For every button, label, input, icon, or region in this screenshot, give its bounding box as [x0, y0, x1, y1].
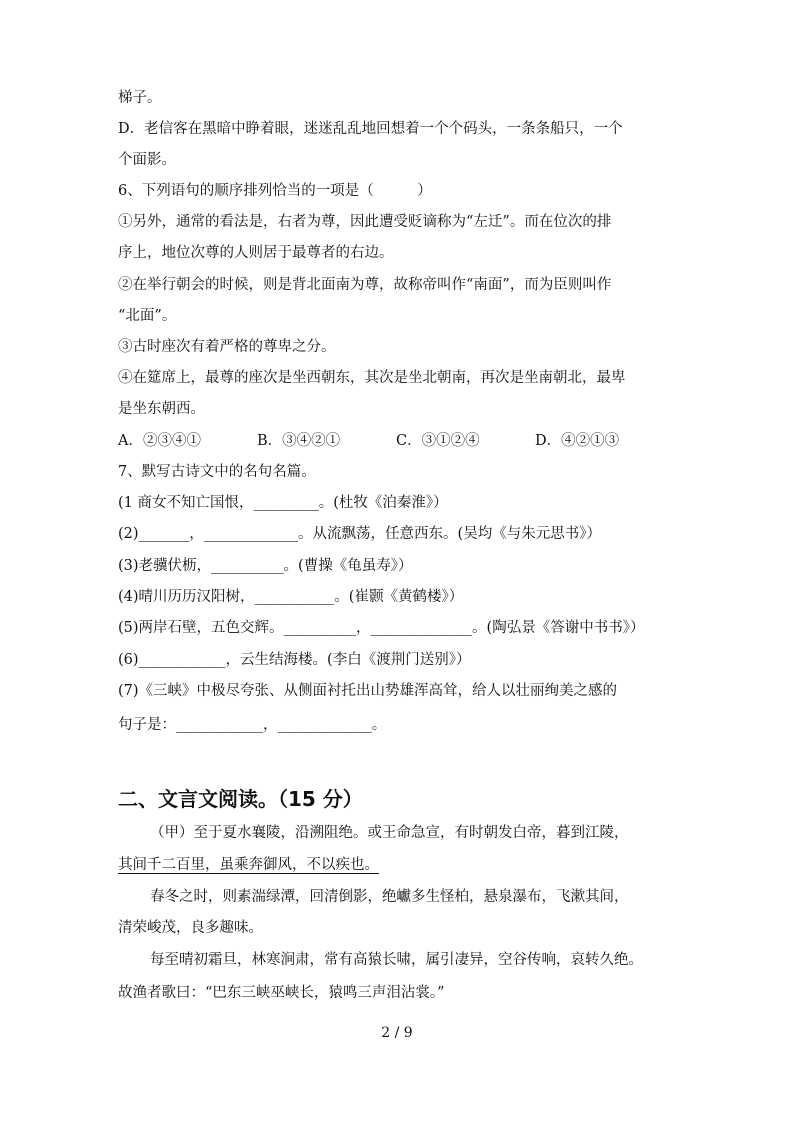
- blank-item-7: (7)《三峡》中极尽夸张、从侧面衬托出山势雄浑高耸，给人以壮丽绚美之感的: [118, 683, 618, 699]
- sentence-1-cont: 序上，地位次尊的人则居于最尊者的右边。: [118, 245, 394, 261]
- question-7-title: 7、默写古诗文中的名句名篇。: [118, 464, 316, 480]
- option-c: C．③①②④: [396, 433, 480, 449]
- sentence-4: ④在筵席上，最尊的座次是坐西朝东，其次是坐北朝南，再次是坐南朝北，最卑: [118, 370, 626, 386]
- blank-item-3: (3)老骥伏枥，__________。(曹操《龟虽寿》）: [118, 558, 413, 574]
- sentence-3: ③古时座次有着严格的尊卑之分。: [118, 339, 336, 355]
- blank-item-5: (5)两岸石壁，五色交辉。__________，______________。(陶弘景《答谢中书书》）: [118, 620, 645, 636]
- page-number: 2 / 9: [381, 1025, 413, 1041]
- sentence-2: ②在举行朝会的时候，则是背北面南为尊，故称帝叫作“南面”，而为臣则叫作: [118, 277, 612, 293]
- passage-line: 每至晴初霜旦，林寒涧肃，常有高猿长啸，属引凄异，空谷传响，哀转久绝。: [150, 952, 643, 968]
- passage-line: 故渔者歌曰：“巴东三峡巫峡长，猿鸣三声泪沾裳。”: [118, 985, 445, 1001]
- sentence-4-cont: 是坐东朝西。: [118, 401, 205, 417]
- passage-line: （甲）至于夏水襄陵，沿溯阻绝。或王命急宣，有时朝发白帝，暮到江陵，: [150, 825, 629, 841]
- question-6-title: 6、下列语句的顺序排列恰当的一项是（ ）: [118, 183, 432, 199]
- blank-item-1: (1 商女不知亡国恨，_________。(杜牧《泊秦淮》）: [118, 495, 448, 511]
- sentence-1: ①另外，通常的看法是，右者为尊，因此遭受贬谪称为“左迁”。而在位次的排: [118, 214, 612, 230]
- underlined-sentence: 其间千二百里，虽乘奔御风，不以疾也。: [118, 857, 379, 873]
- passage-line: 清荣峻茂，良多趣味。: [118, 920, 263, 936]
- blank-item-6: (6)____________，云生结海楼。(李白《渡荆门送别》）: [118, 652, 471, 668]
- sentence-2-cont: “北面”。: [118, 308, 177, 324]
- blank-item-7-cont: 句子是：____________，_____________。: [118, 717, 387, 733]
- passage-line: 春冬之时，则素湍绿潭，回清倒影，绝巘多生怪柏，悬泉瀑布，飞漱其间，: [150, 889, 629, 905]
- option-b: B．③④②①: [257, 433, 341, 449]
- blank-item-2: (2)_______，_____________。从流飘荡，任意西东。(吴均《与朱元思书》）: [118, 526, 601, 542]
- section-title: 二、文言文阅读。（15 分）: [118, 787, 363, 811]
- text-line: 梯子。: [118, 90, 162, 106]
- option-d-line: D．老信客在黑暗中睁着眼，迷迷乱乱地回想着一个个码头，一条条船只，一个: [118, 121, 623, 137]
- option-d: D．④②①③: [535, 433, 620, 449]
- text-line: 个面影。: [118, 152, 176, 168]
- option-a: A．②③④①: [118, 433, 201, 449]
- blank-item-4: (4)晴川历历汉阳树，___________。(崔颢《黄鹤楼》）: [118, 589, 464, 605]
